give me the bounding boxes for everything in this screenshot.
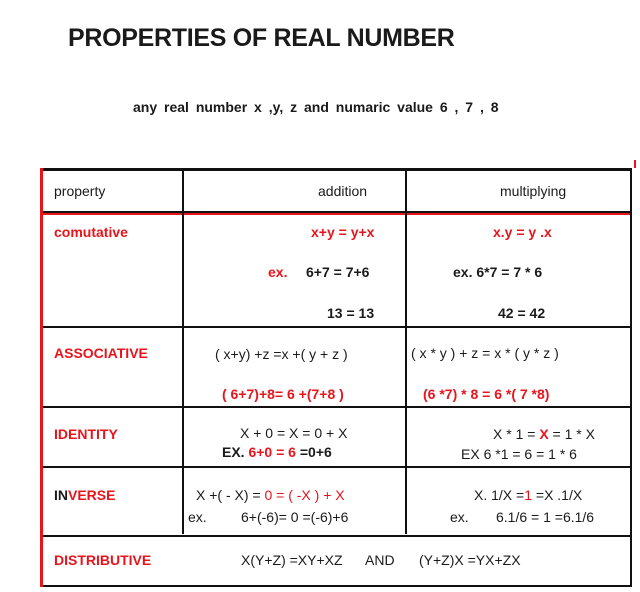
associative-add-rule: ( x+y) +z =x +( y + z ) xyxy=(215,346,348,362)
commutative-mul-result: 42 = 42 xyxy=(498,305,546,321)
distributive-rule-left: X(Y+Z) =XY+XZ xyxy=(241,552,343,568)
inverse-mul-ex: 6.1/6 = 1 =6.1/6 xyxy=(496,509,595,525)
label-inverse-a: IN xyxy=(54,487,68,503)
inverse-mul-rule-red: 1 xyxy=(524,487,532,503)
identity-mul-rule xyxy=(493,426,595,442)
inverse-mul-ex-prefix: ex. xyxy=(450,509,469,525)
identity-mul-rule-b: = 1 * X xyxy=(552,426,595,442)
inverse-add-ex: 6+(-6)= 0 =(-6)+6 xyxy=(241,509,349,525)
rule-top xyxy=(40,168,632,171)
identity-add-ex-tail: =0+6 xyxy=(299,444,332,460)
inverse-add-rule xyxy=(196,487,345,503)
rule-bottom xyxy=(40,585,632,587)
label-inverse xyxy=(54,487,115,503)
associative-add-ex: ( 6+7)+8= 6 +(7+8 ) xyxy=(222,386,344,402)
rule-header-accent xyxy=(40,213,630,215)
inverse-add-rule-red: 0 = ( -X ) + X xyxy=(264,487,345,503)
label-inverse-b: VERSE xyxy=(68,487,116,503)
associative-mul-ex: (6 *7) * 8 = 6 *( 7 *8) xyxy=(423,386,550,402)
rule-right xyxy=(630,168,632,587)
rule-row-2 xyxy=(40,406,632,408)
header-addition: addition xyxy=(318,183,368,199)
rule-row-3 xyxy=(40,466,632,468)
identity-mul-rule-red: X xyxy=(539,426,549,442)
rule-row-4 xyxy=(40,535,632,537)
header-multiplying: multiplying xyxy=(500,183,567,199)
header-property: property xyxy=(54,183,106,199)
commutative-mul-ex: ex. 6*7 = 7 * 6 xyxy=(453,264,543,280)
page-title: PROPERTIES OF REAL NUMBER xyxy=(68,24,455,52)
label-distributive: DISTRIBUTIVE xyxy=(54,552,152,568)
commutative-add-result: 13 = 13 xyxy=(327,305,375,321)
identity-mul-ex: EX 6 *1 = 6 = 1 * 6 xyxy=(461,446,577,462)
rule-col-1 xyxy=(182,168,184,534)
identity-add-ex-red: 6+0 = 6 xyxy=(248,444,296,460)
identity-add-ex xyxy=(222,444,332,460)
distributive-and: AND xyxy=(365,552,395,568)
inverse-mul-rule-b: =X .1/X xyxy=(535,487,583,503)
inverse-mul-rule-a: X. 1/X = xyxy=(474,487,525,503)
label-commutative: comutative xyxy=(54,224,128,240)
label-associative: ASSOCIATIVE xyxy=(54,345,148,361)
associative-mul-rule: ( x * y ) + z = x * ( y * z ) xyxy=(411,345,559,361)
label-identity: IDENTITY xyxy=(54,426,118,442)
identity-mul-rule-a: X * 1 = xyxy=(493,426,536,442)
identity-add-rule: X + 0 = X = 0 + X xyxy=(240,425,348,441)
inverse-add-rule-a: X +( - X) = xyxy=(196,487,261,503)
commutative-add-ex: 6+7 = 7+6 xyxy=(306,264,370,280)
distributive-rule-right: (Y+Z)X =YX+ZX xyxy=(419,552,521,568)
rule-row-1 xyxy=(40,326,632,328)
page-subtitle: any real number x ,y, z and numaric value 6 , 7 , 8 xyxy=(133,99,499,115)
commutative-add-rule: x+y = y+x xyxy=(311,224,375,240)
inverse-add-ex-prefix: ex. xyxy=(188,509,207,525)
rule-right-accent xyxy=(634,160,636,168)
commutative-mul-rule: x.y = y .x xyxy=(493,224,552,240)
commutative-add-ex-prefix: ex. xyxy=(268,264,288,280)
rule-col-2 xyxy=(405,168,407,534)
inverse-mul-rule xyxy=(474,487,582,503)
rule-left xyxy=(40,168,43,587)
identity-add-ex-prefix: EX. xyxy=(222,444,245,460)
